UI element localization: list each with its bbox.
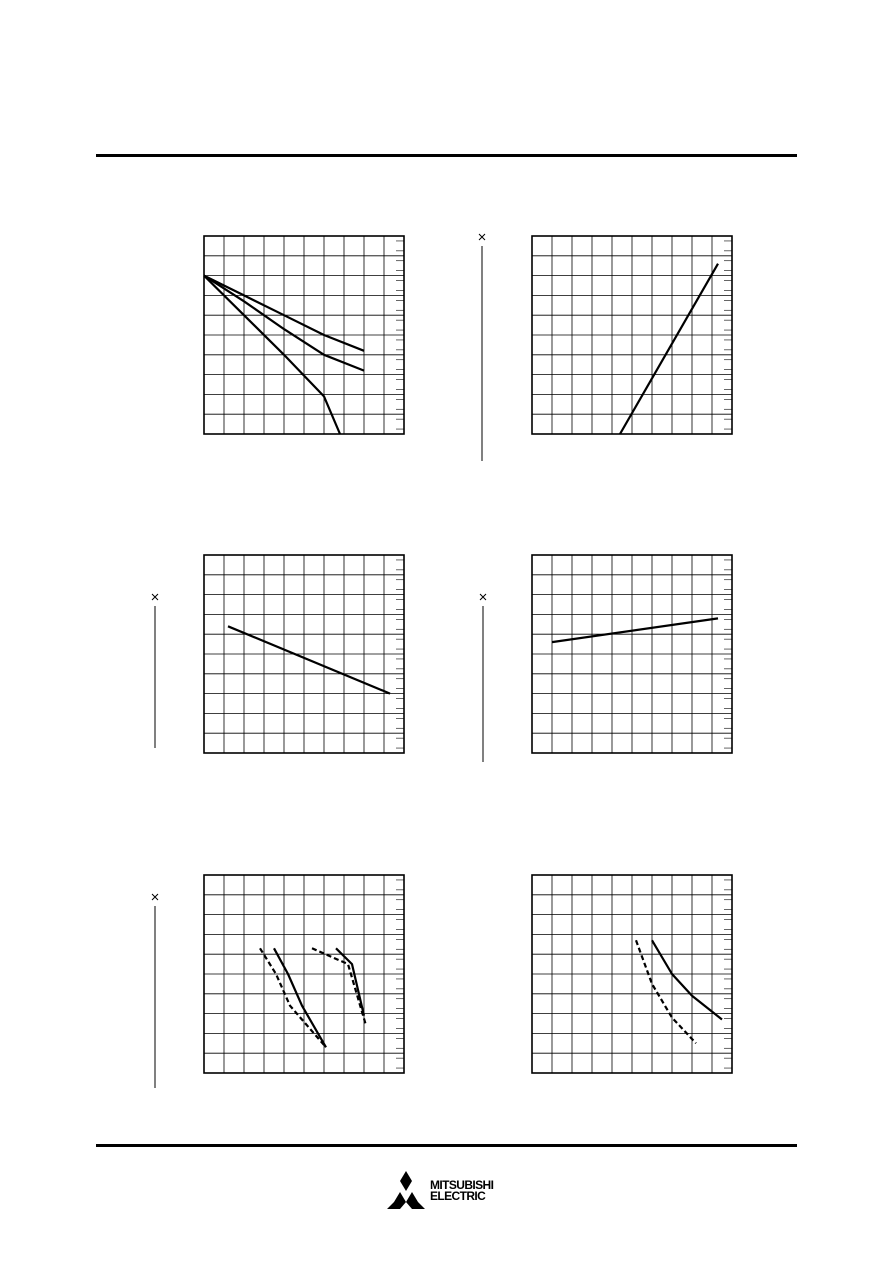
axis-mark-4 <box>480 594 486 600</box>
bottom-rule <box>96 1144 797 1147</box>
axis-mark-3 <box>152 594 158 600</box>
brand-line-2: ELECTRIC <box>430 1189 486 1203</box>
axis-mark-2 <box>479 234 485 240</box>
axis-mark-5 <box>152 894 158 900</box>
brand-line-1: MITSUBISHI <box>430 1178 494 1192</box>
brand-wordmark <box>430 1180 493 1202</box>
